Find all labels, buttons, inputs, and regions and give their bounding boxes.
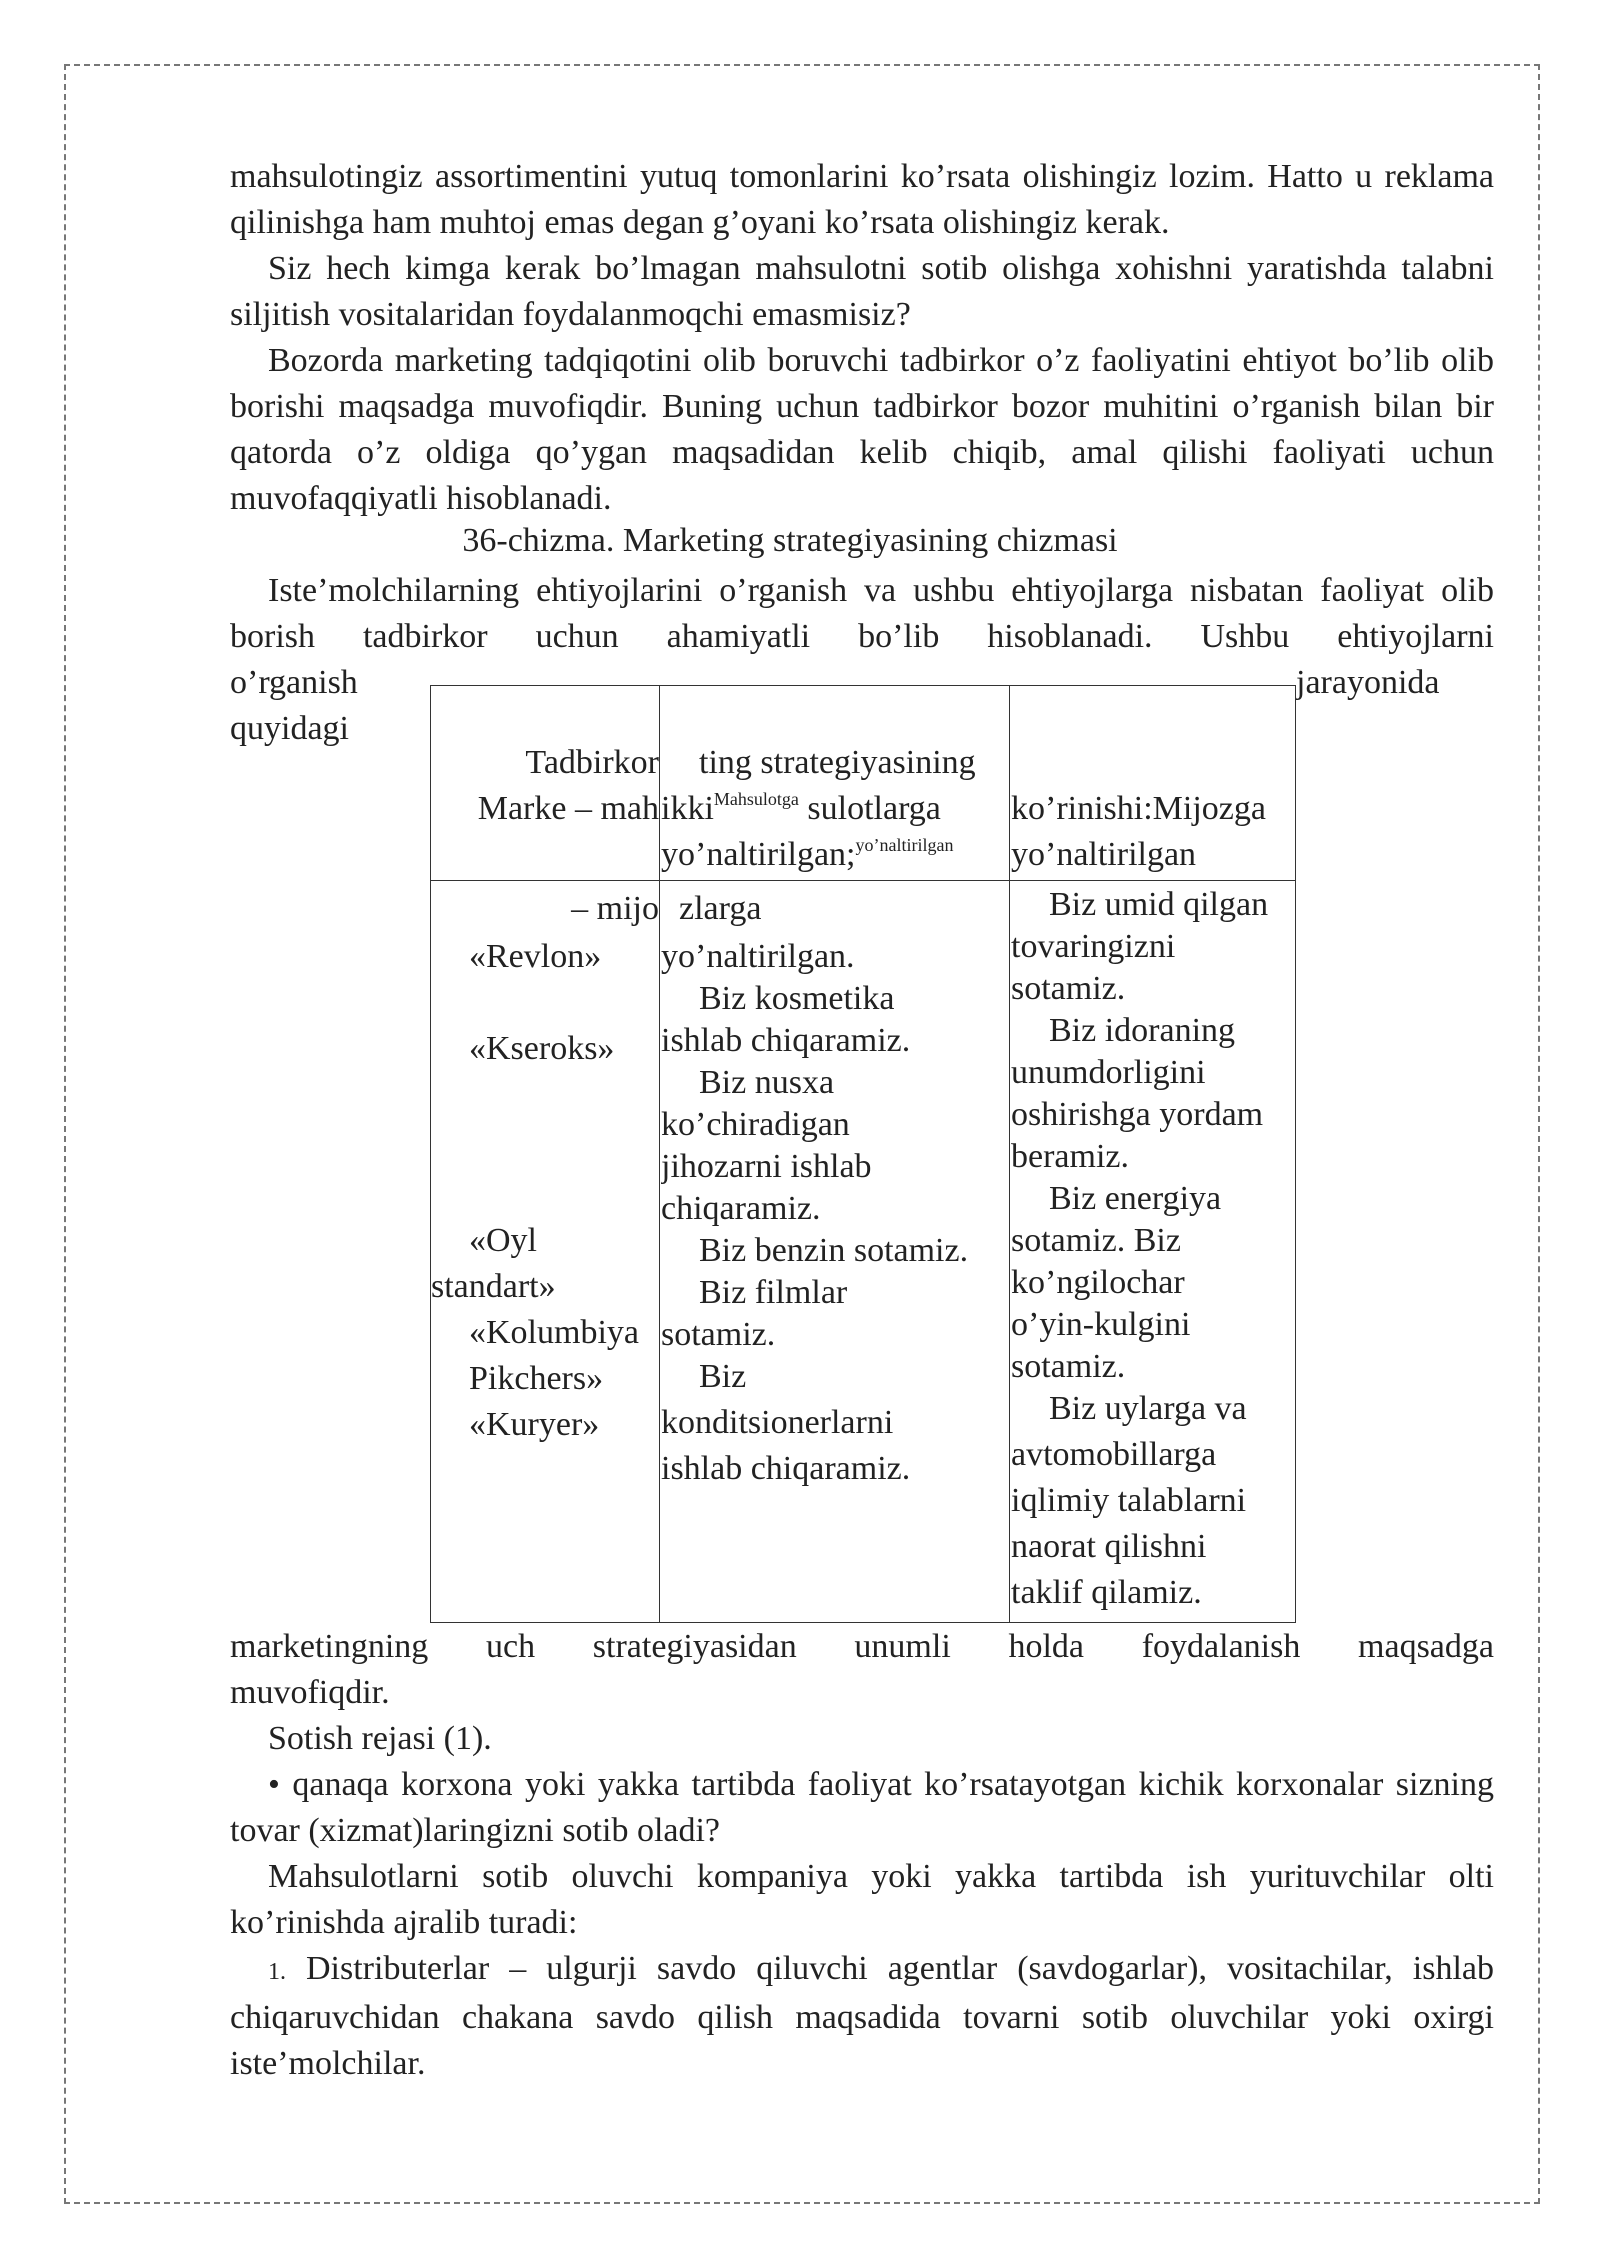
company-oyl-line1: «Oyl	[469, 1222, 537, 1259]
company-kuryer: «Kuryer»	[469, 1406, 600, 1443]
paragraph-7-text: • qanaqa korxona yoki yakka tartibda faoliyat ko’rsatayotgan kichik korxonalar sizning tovar (xizmat)laringizni sotib oladi?	[230, 1766, 1494, 1849]
company-kolumbiya-line2: Pikchers»	[469, 1360, 604, 1397]
header-col1-line2: Marke – mah	[477, 790, 659, 827]
col3-line-3: sotamiz.	[1011, 970, 1126, 1007]
col3-line-12: sotamiz.	[1011, 1348, 1126, 1385]
col2-line-1: zlarga	[679, 890, 762, 927]
paragraph-4-fragment-left-1: o’rganish	[230, 664, 358, 701]
col1-fragment: – mijo	[571, 890, 659, 927]
header-col2-line1: ting strategiyasining	[699, 744, 976, 781]
col3-line-11: o’yin-kulgini	[1011, 1306, 1191, 1343]
table-header-divider	[431, 880, 1295, 881]
paragraph-7	[230, 1762, 1494, 1854]
header-col2-superscript-1: Mahsulotga	[713, 789, 799, 809]
paragraph-1: mahsulotingiz assortimentini yutuq tomonlarini ko’rsata olishingiz lozim. Hatto u reklama qilinishga ham muhtoj emas degan g’oyani ko’rsata olishingiz kerak.	[230, 158, 1494, 241]
paragraph-8	[230, 1854, 1494, 1946]
table-column-divider-2	[1009, 686, 1010, 1622]
col3-line-9: sotamiz. Biz	[1011, 1222, 1181, 1259]
col2-line-4: ishlab chiqaramiz.	[661, 1022, 911, 1059]
table-column-divider-1	[659, 686, 660, 1622]
col2-line-8: chiqaramiz.	[661, 1190, 821, 1227]
col3-line-17: taklif qilamiz.	[1011, 1574, 1202, 1611]
col3-line-2: tovaringizni	[1011, 928, 1176, 965]
col2-line-3: Biz kosmetika	[699, 980, 895, 1017]
paragraph-5-line-1: marketingning uch strategiyasidan unumli holda foydalanish maqsadga	[230, 1628, 1494, 1665]
paragraph-6-text: Sotish rejasi (1).	[268, 1720, 492, 1757]
col3-line-16: naorat qilishni	[1011, 1528, 1207, 1565]
paragraph-3	[230, 338, 1494, 522]
paragraph-4-text: Iste’molchilarning ehtiyojlarini o’rganish va ushbu ehtiyojlarga nisbatan faoliyat olib borish tadbirkor uchun ahamiyatli bo’lib hisoblanadi. Ushbu ehtiyojlarni	[230, 572, 1494, 655]
company-kseroks: «Kseroks»	[469, 1030, 615, 1067]
header-col2-line2-a: ikki	[661, 790, 714, 827]
paragraph-2	[230, 246, 1494, 338]
list-number: 1.	[268, 1959, 286, 1985]
col3-line-1: Biz umid qilgan	[1049, 886, 1269, 923]
header-col2-line3-a: yo’naltirilgan;	[661, 836, 856, 873]
paragraph-3-text: Bozorda marketing tadqiqotini olib boruvchi tadbirkor o’z faoliyatini ehtiyot bo’lib olib borishi maqsadga muvofiqdir. Buning uchun tadbirkor bozor muhitini o’rganish bilan bir qatorda o’z oldiga qo’ygan maqsadidan kelib chiqib, amal qilishi faoliyati uchun muvofaqqiyatli hisoblanadi.	[230, 342, 1494, 517]
company-oyl-line2: standart»	[431, 1268, 556, 1305]
col2-line-6: ko’chiradigan	[661, 1106, 850, 1143]
header-col2-line2	[661, 786, 941, 832]
company-kolumbiya-line1: «Kolumbiya	[469, 1314, 639, 1351]
col3-line-14: avtomobillarga	[1011, 1436, 1217, 1473]
paragraph-4-fragment-right: jarayonida	[1296, 664, 1440, 701]
header-col1-line1: Tadbirkor	[525, 744, 659, 781]
col3-line-8: Biz energiya	[1049, 1180, 1222, 1217]
col3-line-10: ko’ngilochar	[1011, 1264, 1185, 1301]
paragraph-2-text: Siz hech kimga kerak bo’lmagan mahsulotni sotib olishga xohishni yaratishda talabni siljitish vositalaridan foydalanmoqchi emasmisiz?	[230, 250, 1494, 333]
header-col3-line2: ko’rinishi:Mijozga	[1011, 790, 1266, 827]
header-col2-line2-b: sulotlarga	[798, 790, 941, 827]
col2-line-7: jihozarni ishlab	[661, 1148, 872, 1185]
paragraph-5-line-2: muvofiqdir.	[230, 1674, 390, 1711]
col3-line-5: unumdorligini	[1011, 1054, 1206, 1091]
paragraph-4	[230, 568, 1494, 660]
col2-line-11: sotamiz.	[661, 1316, 776, 1353]
company-revlon: «Revlon»	[469, 938, 602, 975]
col3-line-13: Biz uylarga va	[1049, 1390, 1247, 1427]
col2-line-13: konditsionerlarni	[661, 1404, 894, 1441]
col2-line-10: Biz filmlar	[699, 1274, 848, 1311]
col2-line-9: Biz benzin sotamiz.	[699, 1232, 969, 1269]
col2-line-5: Biz nusxa	[699, 1064, 835, 1101]
paragraph-9-text: Distributerlar – ulgurji savdo qiluvchi agentlar (savdogarlar), vositachilar, ishlab chiqaruvchidan chakana savdo qilish maqsadida tovarni sotib oluvchilar yoki oxirgi iste’molchilar.	[230, 1950, 1494, 2082]
col3-line-15: iqlimiy talablarni	[1011, 1482, 1247, 1519]
col3-line-4: Biz idoraning	[1049, 1012, 1236, 1049]
col2-line-14: ishlab chiqaramiz.	[661, 1450, 911, 1487]
col3-line-6: oshirishga yordam	[1011, 1096, 1264, 1133]
paragraph-8-text: Mahsulotlarni sotib oluvchi kompaniya yoki yakka tartibda ish yurituvchilar olti ko’rinishda ajralib turadi:	[230, 1858, 1494, 1941]
marketing-strategy-table	[430, 685, 1296, 1623]
paragraph-6	[230, 1716, 1494, 1762]
paragraph-4-fragment-left-2: quyidagi	[230, 710, 349, 747]
header-col3-line3: yo’naltirilgan	[1011, 836, 1197, 873]
header-col2-superscript-2: yo’naltirilgan	[855, 835, 954, 855]
col3-line-7: beramiz.	[1011, 1138, 1129, 1175]
header-col2-line3	[661, 832, 954, 878]
col2-line-12: Biz	[699, 1358, 747, 1395]
paragraph-9	[230, 1946, 1494, 2087]
col2-line-2: yo’naltirilgan.	[661, 938, 855, 975]
figure-caption: 36-chizma. Marketing strategiyasining chizmasi	[462, 522, 1118, 559]
